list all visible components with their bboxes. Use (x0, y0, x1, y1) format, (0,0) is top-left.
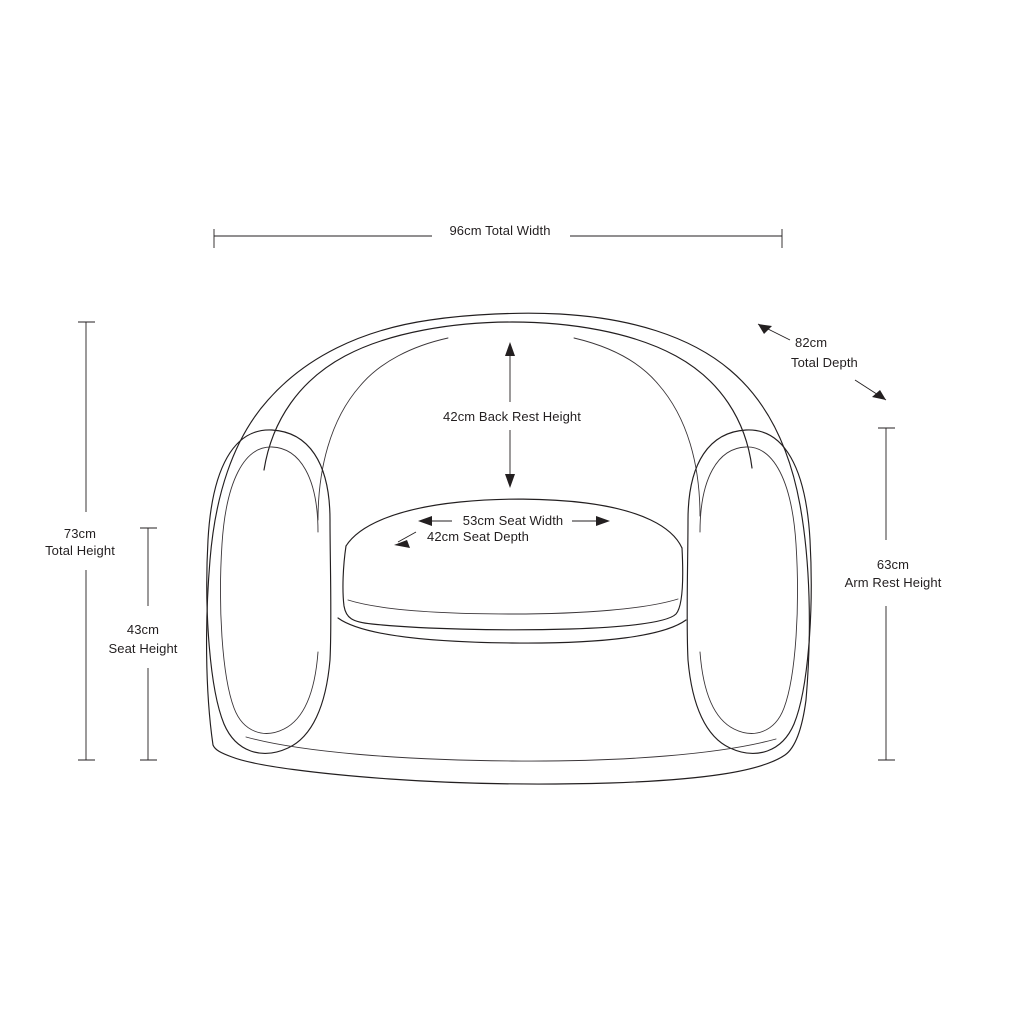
label-seat-height-value: 43cm (126, 622, 160, 637)
dimension-arm-rest-height (878, 428, 895, 760)
label-back-rest-height: 42cm Back Rest Height (443, 409, 581, 424)
label-total-width: 96cm Total Width (449, 223, 551, 238)
label-seat-height-name: Seat Height (108, 641, 178, 656)
dimension-seat-depth (394, 532, 416, 548)
label-total-height-value: 73cm (63, 526, 97, 541)
label-seat-width: 53cm Seat Width (462, 513, 564, 528)
label-total-depth-value: 82cm (795, 335, 828, 350)
label-arm-rest-height-name: Arm Rest Height (844, 575, 942, 590)
label-arm-rest-height-value: 63cm (876, 557, 910, 572)
label-total-height-name: Total Height (45, 543, 115, 558)
chair-body (207, 313, 812, 784)
label-seat-depth: 42cm Seat Depth (427, 529, 529, 544)
label-total-depth-name: Total Depth (791, 355, 858, 370)
